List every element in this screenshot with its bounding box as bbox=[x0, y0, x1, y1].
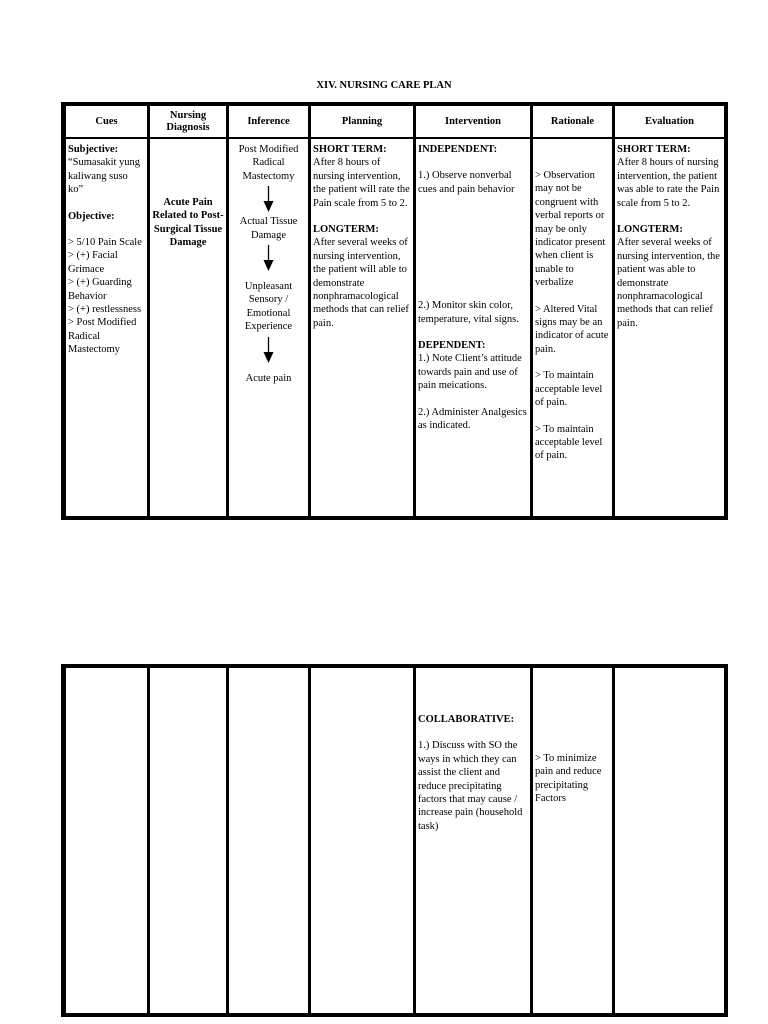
header-inference: Inference bbox=[229, 106, 308, 139]
column-cues bbox=[64, 105, 148, 517]
down-arrow-icon bbox=[263, 337, 274, 363]
diagnosis-text: Acute Pain Related to Post- Surgical Tissue Damage bbox=[152, 197, 224, 249]
planning-short-label: SHORT TERM: bbox=[313, 144, 387, 155]
column-inference-cont bbox=[227, 667, 309, 1014]
dependent-label: DEPENDENT: bbox=[418, 340, 486, 352]
rationale-item: > To minimize pain and reduce precipitating Factors bbox=[535, 753, 602, 805]
rationale-item: > Altered Vital signs may be an indicator of acute pain. bbox=[535, 303, 609, 355]
column-planning bbox=[309, 105, 414, 517]
column-diagnosis-cont bbox=[148, 667, 227, 1014]
subjective-text: “Sumasakit yung kaliwang suso ko” bbox=[68, 157, 141, 196]
column-intervention-cont bbox=[414, 667, 531, 1014]
down-arrow-icon bbox=[263, 186, 274, 212]
column-evaluation-cont bbox=[613, 667, 725, 1014]
rationale-item: > Observation may not be congruent with verbal reports or may be only indicator present when client is unable to verbalize bbox=[535, 170, 606, 289]
inference-step: Actual Tissue Damage bbox=[239, 216, 298, 241]
header-intervention: Intervention bbox=[416, 106, 530, 139]
column-rationale-cont bbox=[531, 667, 613, 1014]
cue-item: > (+) restlessness bbox=[68, 304, 142, 316]
header-cues: Cues bbox=[66, 106, 147, 139]
collaborative-label: COLLABORATIVE: bbox=[418, 714, 515, 725]
intervention-item: 1.) Note Client’s attitude towards pain and use of pain meications. bbox=[418, 353, 522, 392]
rationale-item: > To maintain acceptable level of pain. bbox=[535, 423, 603, 462]
intervention-item: 1.) Observe nonverbal cues and pain behavior bbox=[418, 170, 515, 195]
intervention-item: 2.) Monitor skin color, temperature, vital signs. bbox=[418, 300, 519, 325]
cue-item: > 5/10 Pain Scale bbox=[68, 237, 142, 249]
evaluation-long-label: LONGTERM: bbox=[617, 224, 683, 236]
header-rationale: Rationale bbox=[533, 106, 612, 139]
cue-item: > (+) Facial Grimace bbox=[68, 250, 118, 275]
cue-item: > (+) Guarding Behavior bbox=[68, 277, 132, 302]
subjective-label: Subjective: bbox=[68, 144, 119, 155]
column-inference bbox=[227, 105, 309, 517]
column-diagnosis bbox=[148, 105, 227, 517]
inference-step: Post Modified Radical Mastectomy bbox=[238, 144, 299, 182]
planning-long-text: After several weeks of nursing intervention, the patient will able to demonstrate nonphramacological methods that can relief pain. bbox=[313, 237, 409, 329]
care-plan-table-continued bbox=[61, 664, 728, 1017]
intervention-item: 1.) Discuss with SO the ways in which they can assist the client and reduce precipitating factors that may cause / increase pain (household task) bbox=[418, 740, 523, 832]
header-evaluation: Evaluation bbox=[615, 106, 724, 139]
planning-long-label: LONGTERM: bbox=[313, 224, 379, 236]
header-planning: Planning bbox=[311, 106, 413, 139]
evaluation-short-label: SHORT TERM: bbox=[617, 144, 691, 155]
column-rationale bbox=[531, 105, 613, 517]
cue-item: > Post Modified Radical Mastectomy bbox=[68, 317, 137, 356]
column-cues-cont bbox=[64, 667, 148, 1014]
header-diagnosis: Nursing Diagnosis bbox=[150, 106, 226, 139]
column-planning-cont bbox=[309, 667, 414, 1014]
objective-label: Objective: bbox=[68, 210, 115, 222]
page-title: XIV. NURSING CARE PLAN bbox=[316, 80, 452, 91]
evaluation-long-text: After several weeks of nursing intervention, the patient was able to demonstrate nonphramacological methods that can relief pain. bbox=[617, 237, 720, 329]
inference-step: Acute pain bbox=[245, 372, 292, 384]
rationale-item: > To maintain acceptable level of pain. bbox=[535, 370, 603, 409]
down-arrow-icon bbox=[263, 245, 274, 271]
column-evaluation bbox=[613, 105, 725, 517]
care-plan-table bbox=[61, 102, 728, 520]
intervention-item: 2.) Administer Analgesics as indicated. bbox=[418, 406, 527, 432]
planning-short-text: After 8 hours of nursing intervention, the patient will rate the Pain scale from 5 to 2. bbox=[313, 157, 410, 209]
column-intervention bbox=[414, 105, 531, 517]
inference-step: Unpleasant Sensory / Emotional Experience bbox=[244, 281, 293, 333]
independent-label: INDEPENDENT: bbox=[418, 144, 498, 155]
evaluation-short-text: After 8 hours of nursing intervention, the patient was able to rate the Pain scale from 5 to 2. bbox=[617, 157, 720, 209]
